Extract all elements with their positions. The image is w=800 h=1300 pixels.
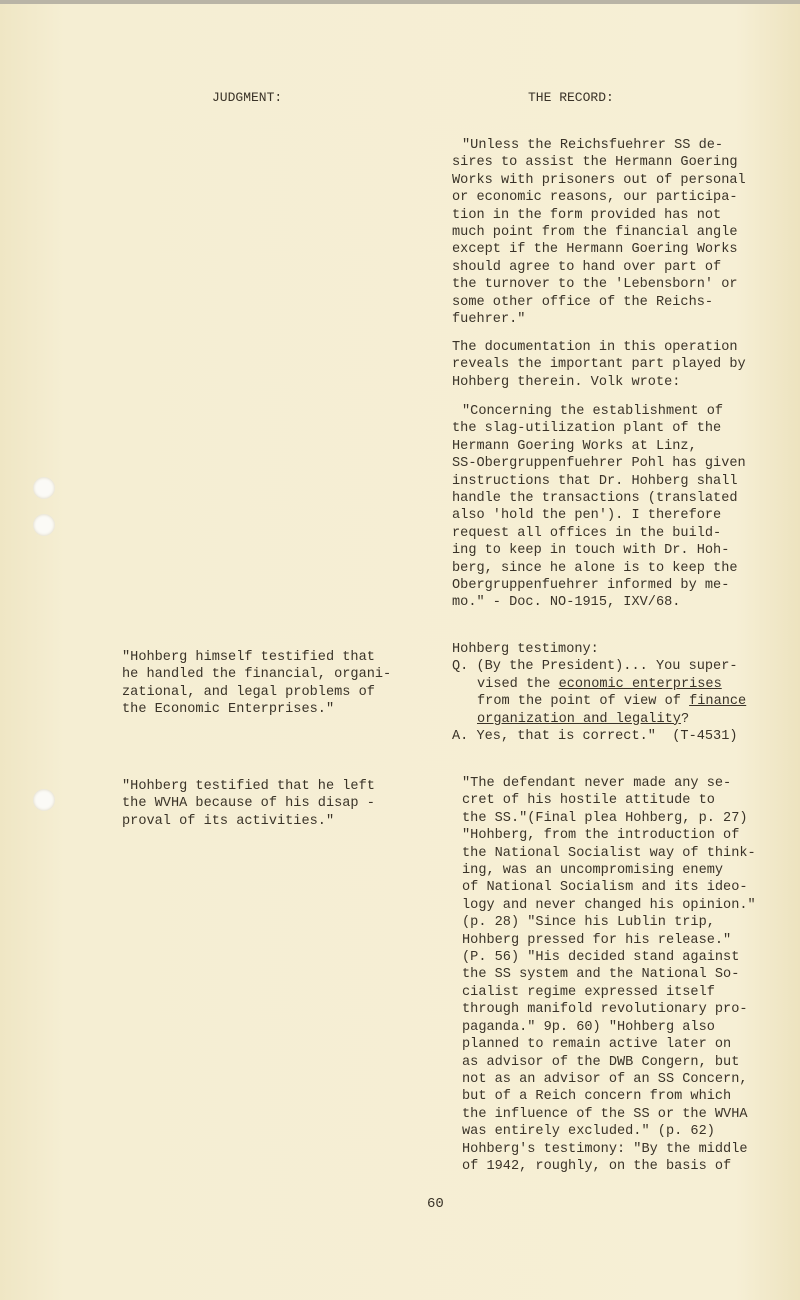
text-line: SS-Obergruppenfuehrer Pohl has given <box>452 456 746 472</box>
underlined-text: finance <box>689 694 747 710</box>
text-line: cret of his hostile attitude to <box>462 793 715 809</box>
text-line: "Hohberg himself testified that <box>122 650 375 665</box>
text-line: cialist regime expressed itself <box>462 984 715 1000</box>
text-line: the SS system and the National So- <box>462 967 740 983</box>
judgment-quote-2 <box>122 778 375 830</box>
text-line: of National Socialism and its ideo- <box>462 880 748 896</box>
punch-hole <box>33 514 55 536</box>
testimony-question: Q. (By the President)... You super- <box>452 659 738 675</box>
text-line: Hohberg's testimony: "By the middle <box>462 1141 748 1157</box>
text-line: ing to keep in touch with Dr. Hoh- <box>452 543 730 559</box>
text-line: "Hohberg, from the introduction of <box>462 828 740 844</box>
text-line: Hermann Goering Works at Linz, <box>452 438 697 454</box>
text-line: Obergruppenfuehrer informed by me- <box>452 578 730 594</box>
text-line: the Economic Enterprises." <box>122 702 335 718</box>
text-line: some other office of the Reichs- <box>452 294 714 310</box>
record-quote-2 <box>452 403 746 612</box>
text-line: sires to assist the Hermann Goering <box>452 155 738 171</box>
text-line: much point from the financial angle <box>452 225 738 241</box>
testimony-heading: Hohberg testimony: <box>452 642 599 657</box>
text-line: Hohberg pressed for his release." <box>462 932 732 948</box>
text-line: instructions that Dr. Hohberg shall <box>452 473 738 489</box>
text-line: proval of its activities." <box>122 813 335 829</box>
text-line: or economic reasons, our participa- <box>452 190 738 206</box>
text-line: fuehrer." <box>452 312 526 328</box>
text-line: the WVHA because of his disap - <box>122 796 375 812</box>
text-line: logy and never changed his opinion." <box>462 897 756 913</box>
text-line: The documentation in this operation <box>452 340 738 355</box>
underlined-text: economic enterprises <box>558 676 722 692</box>
text-line: mo." - Doc. NO-1915, IXV/68. <box>452 595 681 611</box>
text-line: tion in the form provided has not <box>452 207 722 223</box>
text-line: request all offices in the build- <box>452 525 722 541</box>
record-paragraph-1 <box>452 339 746 391</box>
text-line: also 'hold the pen'). I therefore <box>452 508 722 524</box>
testimony-answer: A. Yes, that is correct." (T-4531) <box>452 729 738 745</box>
text-line: not as an advisor of an SS Concern, <box>462 1071 748 1087</box>
text-line: reveals the important part played by <box>452 357 746 373</box>
punch-hole <box>33 477 55 499</box>
text-line: "The defendant never made any se- <box>462 776 732 791</box>
scan-edge <box>0 0 800 4</box>
hohberg-testimony <box>452 641 746 745</box>
text: vised the <box>477 676 559 692</box>
text: from the point of view of <box>477 694 690 710</box>
judgment-quote-1 <box>122 649 391 719</box>
text-line: Works with prisoners out of personal <box>452 172 746 188</box>
text-line: the influence of the SS or the WVHA <box>462 1106 748 1122</box>
record-quote-1 <box>452 137 746 328</box>
text-line: the National Socialist way of think- <box>462 845 756 861</box>
text-line: through manifold revolutionary pro- <box>462 1002 748 1018</box>
text-line: Hohberg therein. Volk wrote: <box>452 374 681 390</box>
judgment-header: JUDGMENT: <box>212 90 283 105</box>
text-line: except if the Hermann Goering Works <box>452 242 738 258</box>
text-line: (p. 28) "Since his Lublin trip, <box>462 915 715 931</box>
text-line: paganda." 9p. 60) "Hohberg also <box>462 1019 715 1035</box>
text-line: ing, was an uncompromising enemy <box>462 863 724 879</box>
text-line: zational, and legal problems of <box>122 684 375 700</box>
text-line: (P. 56) "His decided stand against <box>462 950 740 966</box>
text: ? <box>680 711 690 727</box>
text-line: "Unless the Reichsfuehrer SS de- <box>462 138 724 153</box>
text-line: as advisor of the DWB Congern, but <box>462 1054 740 1070</box>
text-line: handle the transactions (translated <box>452 491 738 507</box>
page-number: 60 <box>427 1196 444 1212</box>
text-line: the turnover to the 'Lebensborn' or <box>452 277 738 293</box>
text-line: of 1942, roughly, on the basis of <box>462 1158 732 1174</box>
text-line: he handled the financial, organi- <box>122 667 392 683</box>
text-line: should agree to hand over part of <box>452 259 722 275</box>
record-quote-3 <box>462 775 756 1175</box>
underlined-text: organization and legality <box>477 711 681 727</box>
text-line: but of a Reich concern from which <box>462 1089 732 1105</box>
text-line: "Hohberg testified that he left <box>122 779 375 794</box>
record-header: THE RECORD: <box>528 90 614 105</box>
text-line: "Concerning the establishment of <box>462 404 724 419</box>
text-line: was entirely excluded." (p. 62) <box>462 1124 715 1140</box>
text-line: the SS."(Final plea Hohberg, p. 27) <box>462 810 748 826</box>
punch-hole <box>33 789 55 811</box>
text-line: the slag-utilization plant of the <box>452 421 722 437</box>
text-line: planned to remain active later on <box>462 1037 732 1053</box>
text-line: berg, since he alone is to keep the <box>452 560 738 576</box>
